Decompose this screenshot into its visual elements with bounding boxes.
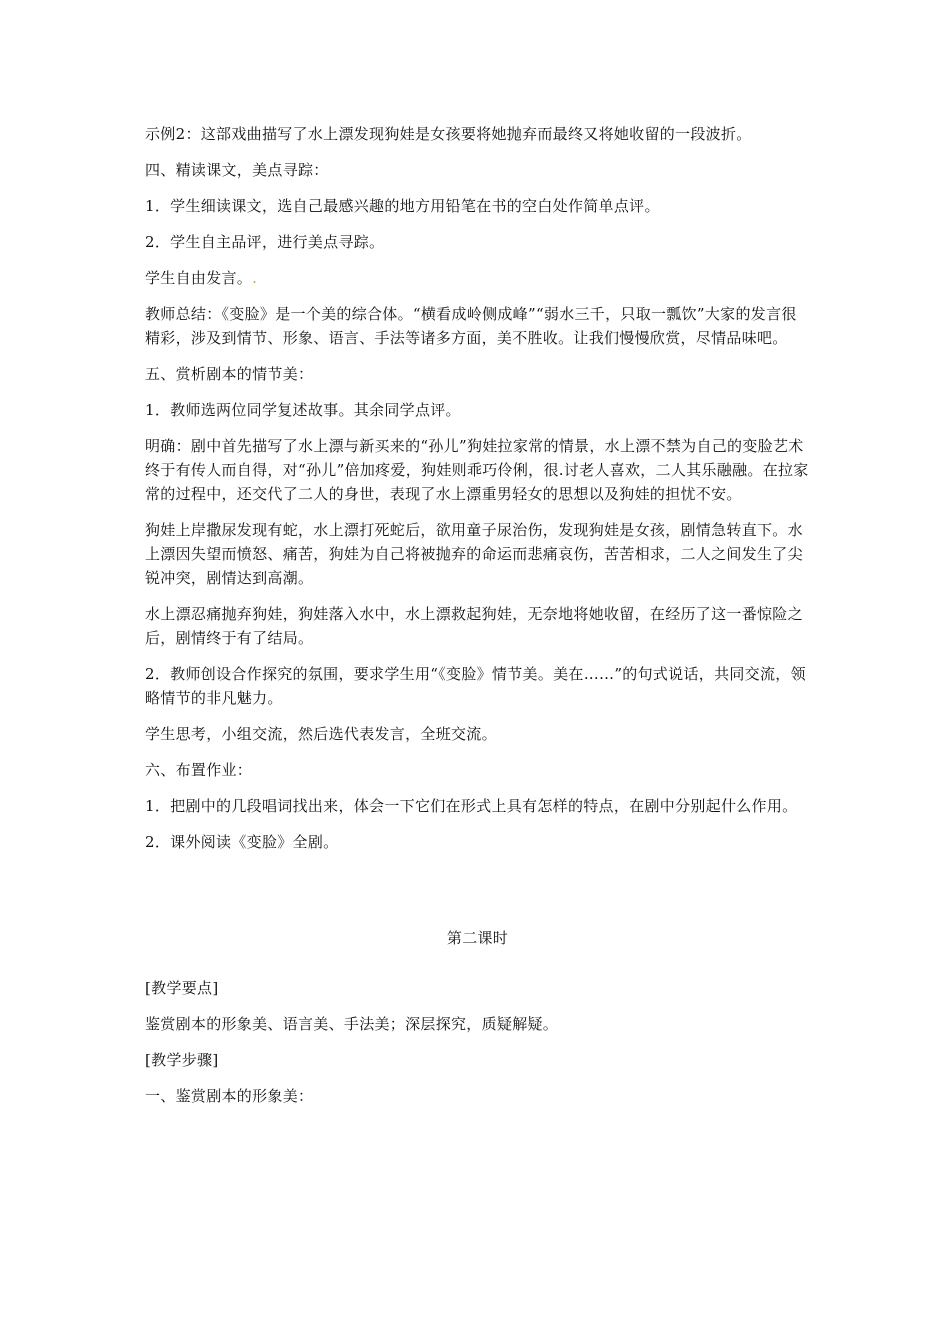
paragraph-retell-story: 1．教师选两位同学复述故事。其余同学点评。: [145, 401, 461, 419]
heading-homework: 六、布置作业：: [145, 761, 253, 779]
paragraph-homework-2: 2．课外阅读《变脸》全剧。: [145, 833, 339, 851]
paragraph-plot-ending: 水上漂忍痛抛弃狗娃，狗娃落入水中，水上漂救起狗娃，无奈地将她收留，在经历了这一番惊险之后，剧情终于有了结局。: [145, 605, 803, 647]
label-teaching-points: [教学要点]: [145, 979, 219, 997]
paragraph-example-2: 示例2：这部戏曲描写了水上漂发现狗娃是女孩要将她抛弃而最终又将她收留的一段波折。: [145, 125, 752, 143]
free-speech-mark: .: [252, 269, 258, 287]
paragraph-step-2: 2．学生自主品评，进行美点寻踪。: [145, 233, 385, 251]
free-speech-text: 学生自由发言。: [145, 269, 253, 287]
paragraph-step-1: 1．学生细读课文，选自己最感兴趣的地方用铅笔在书的空白处作简单点评。: [145, 197, 660, 215]
paragraph-teaching-points: 鉴赏剧本的形象美、语言美、手法美；深层探究，质疑解疑。: [145, 1015, 559, 1033]
paragraph-cooperative-inquiry: 2．教师创设合作探究的氛围，要求学生用“《变脸》情节美。美在……”的句式说话，共同交流，领略情节的非凡魅力。: [145, 665, 806, 707]
heading-image-beauty: 一、鉴赏剧本的形象美：: [145, 1087, 314, 1105]
paragraph-teacher-summary: 教师总结：《变脸》是一个美的综合体。“横看成岭侧成峰”“弱水三千，只取一瓢饮”大家的发言很精彩，涉及到情节、形象、语言、手法等诸多方面，美不胜收。让我们慢慢欣赏，尽情品味吧。: [145, 305, 797, 347]
label-teaching-steps: [教学步骤]: [145, 1051, 219, 1069]
paragraph-clarification: 明确：剧中首先描写了水上漂与新买来的“孙儿”狗娃拉家常的情景，水上漂不禁为自己的变脸艺术终于有传人而自得，对“孙儿”倍加疼爱，狗娃则乖巧伶俐，很.讨老人喜欢，二人其乐融融。在拉家常的过程中，还交代了二人的身世，表现了水上漂重男轻女的思想以及狗娃的担忧不安。: [145, 437, 809, 503]
paragraph-free-speech: [145, 266, 810, 290]
section-title: 第二课时: [446, 929, 509, 947]
paragraph-homework-1: 1．把剧中的几段唱词找出来，体会一下它们在形式上具有怎样的特点，在剧中分别起什么作用。: [145, 797, 798, 815]
section-gap: [145, 866, 810, 926]
heading-close-reading: 四、精读课文，美点寻踪：: [145, 161, 329, 179]
heading-plot-beauty: 五、赏析剧本的情节美：: [145, 365, 314, 383]
document-page: [145, 122, 810, 1120]
paragraph-group-discussion: 学生思考，小组交流，然后选代表发言，全班交流。: [145, 725, 497, 743]
paragraph-plot-climax: 狗娃上岸撒尿发现有蛇，水上漂打死蛇后，欲用童子尿治伤，发现狗娃是女孩，剧情急转直下。水上漂因失望而愤怒、痛苦，狗娃为自己将被抛弃的命运而悲痛哀伤，苦苦相求，二人之间发生了尖锐冲突，剧情达到高潮。: [145, 521, 803, 587]
